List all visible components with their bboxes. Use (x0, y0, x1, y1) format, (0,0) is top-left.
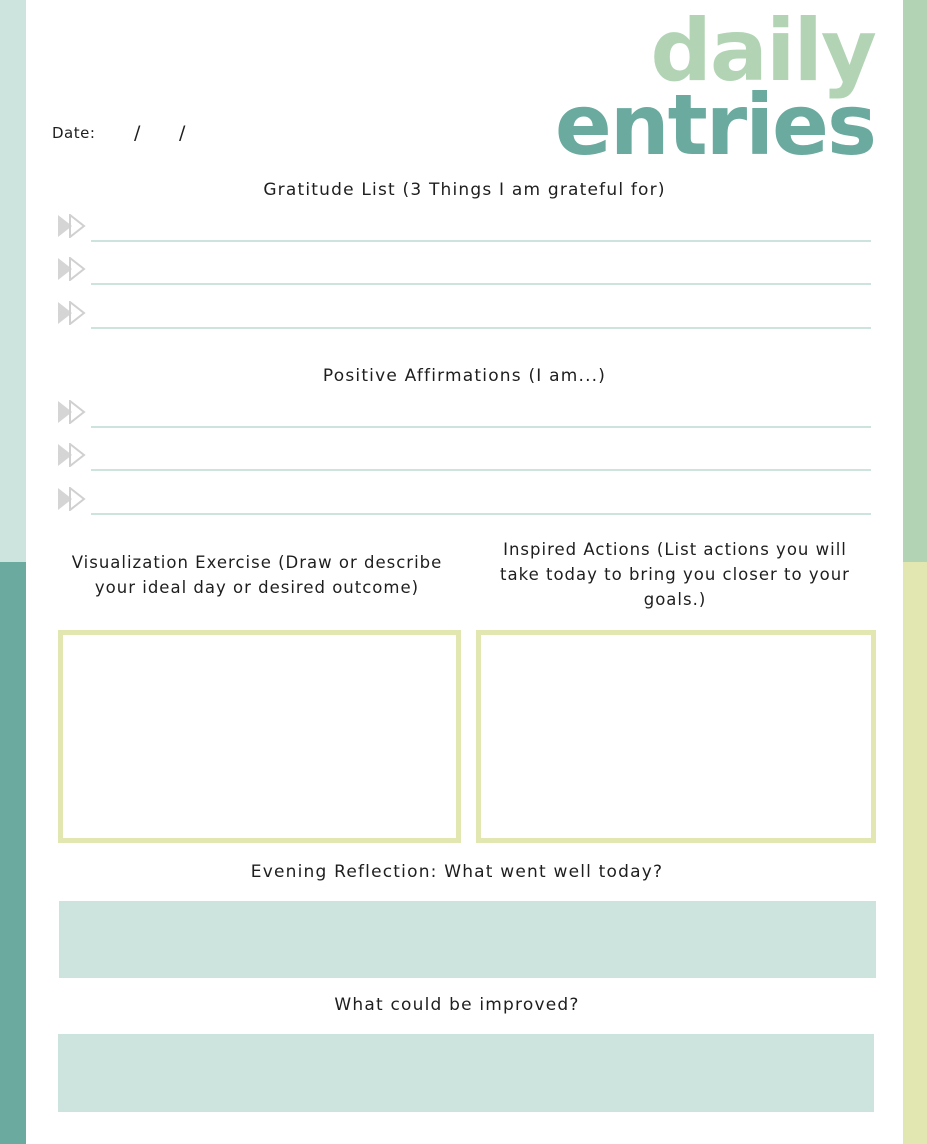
visualization-box[interactable] (58, 630, 461, 843)
inspired-actions-heading-line3: goals.) (643, 590, 707, 609)
affirmation-line-3[interactable] (56, 485, 871, 515)
writing-line (91, 513, 871, 515)
right-stripe-top (903, 0, 927, 562)
date-label: Date: (52, 124, 96, 142)
improvement-heading: What could be improved? (334, 995, 580, 1015)
title-entries: entries (554, 76, 875, 174)
left-stripe-top (0, 0, 26, 562)
inspired-actions-heading-line2: take today to bring you closer to your (500, 565, 850, 584)
gratitude-line-1[interactable] (56, 212, 871, 242)
writing-line (91, 240, 871, 242)
double-arrow-right-icon (56, 487, 88, 511)
visualization-heading-line1: Visualization Exercise (Draw or describe (71, 553, 443, 572)
affirmations-heading: Positive Affirmations (I am...) (322, 366, 607, 386)
inspired-actions-box[interactable] (476, 630, 876, 843)
gratitude-heading: Gratitude List (3 Things I am grateful for) (263, 180, 666, 200)
inspired-actions-heading-line1: Inspired Actions (List actions you will (503, 540, 847, 559)
evening-reflection-heading: Evening Reflection: What went well today? (250, 862, 664, 882)
double-arrow-right-icon (56, 301, 88, 325)
inspired-actions-heading (476, 537, 874, 612)
affirmation-line-2[interactable] (56, 441, 871, 471)
left-stripe-bottom (0, 562, 26, 1144)
writing-line (91, 327, 871, 329)
writing-line (91, 469, 871, 471)
date-field[interactable] (52, 122, 186, 144)
right-stripe-bottom (903, 562, 927, 1144)
visualization-heading (46, 550, 468, 600)
double-arrow-right-icon (56, 443, 88, 467)
writing-line (91, 283, 871, 285)
improvement-box[interactable] (58, 1034, 874, 1112)
title-daily: daily (650, 1, 875, 101)
gratitude-line-2[interactable] (56, 255, 871, 285)
double-arrow-right-icon (56, 400, 88, 424)
evening-reflection-box[interactable] (59, 901, 876, 978)
visualization-heading-line2: your ideal day or desired outcome) (94, 578, 420, 597)
gratitude-line-3[interactable] (56, 299, 871, 329)
affirmation-line-1[interactable] (56, 398, 871, 428)
writing-line (91, 426, 871, 428)
double-arrow-right-icon (56, 214, 88, 238)
double-arrow-right-icon (56, 257, 88, 281)
journal-page (26, 1, 903, 1144)
date-separator-2: / (179, 122, 186, 144)
date-separator-1: / (134, 122, 141, 144)
